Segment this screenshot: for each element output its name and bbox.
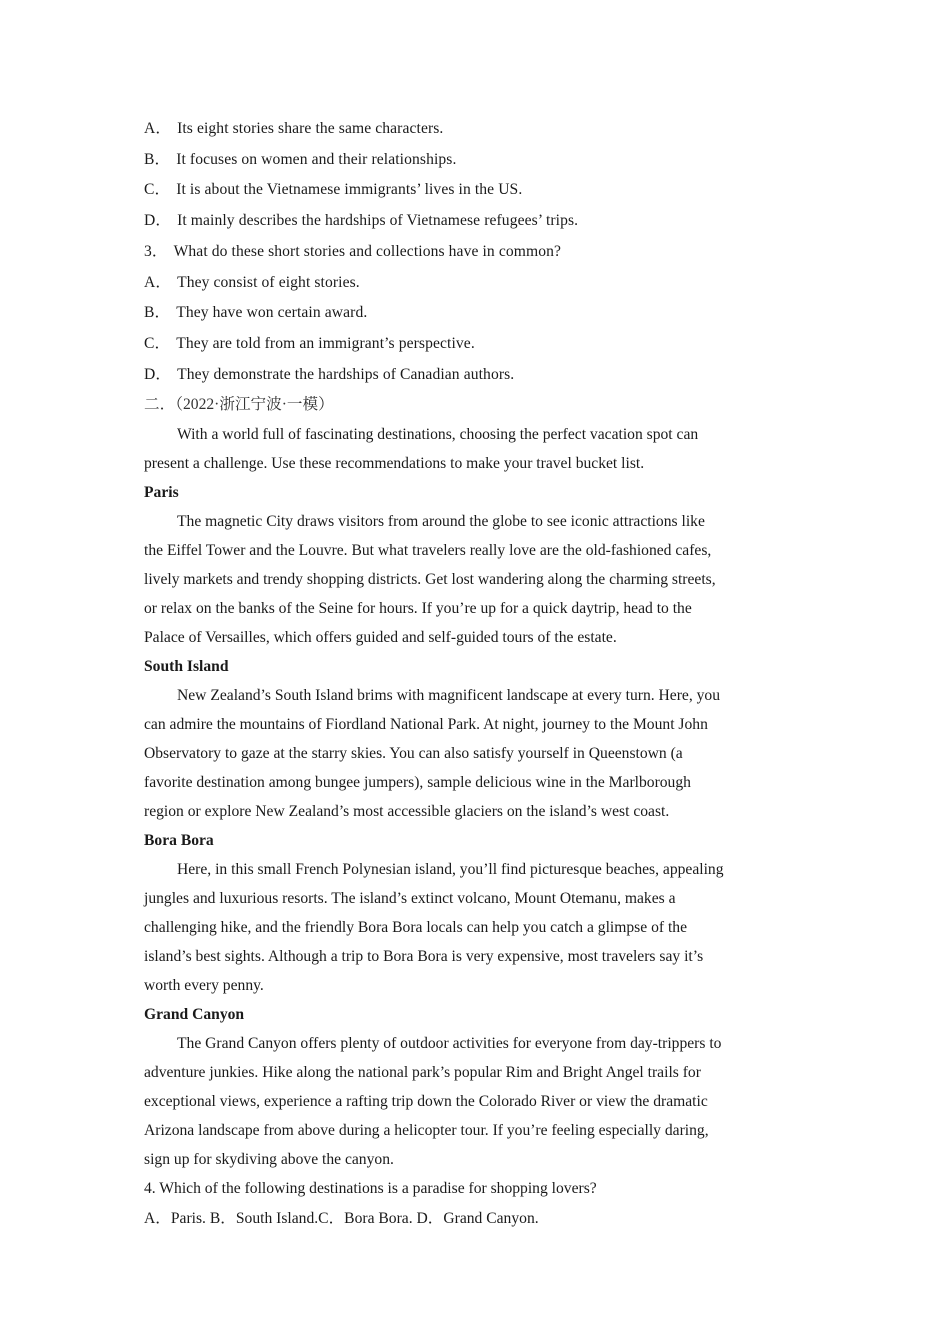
paragraph-line: challenging hike, and the friendly Bora Bora locals can help you catch a glimpse of the: [144, 919, 688, 937]
question-text: What do these short stories and collections have in common?: [173, 242, 562, 260]
paragraph-line: With a world full of fascinating destinations, choosing the perfect vacation spot can: [177, 426, 699, 444]
option-label: D．: [144, 365, 172, 383]
paragraph-south-island: [144, 681, 809, 826]
option-text: It is about the Vietnamese immigrants’ lives in the US.: [176, 181, 523, 199]
option-label: C．: [144, 181, 171, 199]
paragraph-line: island’s best sights. Although a trip to Bora Bora is very expensive, most travelers say it’s: [144, 948, 704, 966]
paragraph-line: The Grand Canyon offers plenty of outdoor activities for everyone from day-trippers to: [177, 1035, 722, 1053]
q3-option-a: [144, 268, 809, 299]
paragraph-line: New Zealand’s South Island brims with magnificent landscape at every turn. Here, you: [177, 687, 721, 705]
paragraph-line: favorite destination among bungee jumpers), sample delicious wine in the Marlborough: [144, 774, 691, 792]
paragraph-line: present a challenge. Use these recommendations to make your travel bucket list.: [144, 455, 645, 473]
q3-question: [144, 237, 809, 268]
option-text: It focuses on women and their relationships.: [176, 150, 457, 168]
option-label: B．: [144, 304, 171, 322]
option-text: It mainly describes the hardships of Vietnamese refugees’ trips.: [177, 212, 579, 230]
q4-question: 4. Which of the following destinations is a paradise for shopping lovers?: [144, 1180, 597, 1198]
q3-option-d: [144, 360, 809, 391]
q3-option-c: [144, 329, 809, 360]
q4-option-d-text: Grand Canyon.: [443, 1210, 539, 1228]
q2-option-c: [144, 175, 809, 206]
question-3: [144, 237, 809, 391]
document-page: [144, 114, 809, 1235]
heading-paris: Paris: [144, 484, 179, 502]
heading-south-island: South Island: [144, 658, 229, 676]
q4-option-b-text: South Island.: [235, 1210, 319, 1228]
question-number: 3．: [144, 242, 168, 260]
q4-option-c-label: C．: [318, 1210, 345, 1228]
paragraph-line: lively markets and trendy shopping districts. Get lost wandering along the charming streets,: [144, 571, 716, 589]
paragraph-line: jungles and luxurious resorts. The island’s extinct volcano, Mount Otemanu, makes a: [144, 890, 676, 908]
paragraph-line: Observatory to gaze at the starry skies. You can also satisfy yourself in Queenstown (a: [144, 745, 683, 763]
paragraph-line: adventure junkies. Hike along the national park’s popular Rim and Bright Angel trails for: [144, 1064, 701, 1082]
q4-option-a-text: Paris.: [170, 1210, 206, 1228]
paragraph-paris: [144, 507, 809, 652]
option-text: Its eight stories share the same characters.: [177, 120, 444, 137]
intro-paragraph: [144, 420, 809, 478]
option-text: They have won certain award.: [176, 304, 368, 322]
paragraph-line: exceptional views, experience a rafting trip down the Colorado River or view the dramatic: [144, 1093, 708, 1111]
heading-grand-canyon: Grand Canyon: [144, 1006, 245, 1024]
heading-bora-bora: Bora Bora: [144, 832, 214, 850]
paragraph-line: the Eiffel Tower and the Louvre. But what travelers really love are the old-fashioned cafes,: [144, 542, 712, 560]
q4-option-c-text: Bora Bora.: [344, 1210, 413, 1228]
q4-option-b-label: B．: [209, 1210, 236, 1228]
q4-option-d-label: D．: [416, 1210, 444, 1228]
paragraph-line: worth every penny.: [144, 977, 264, 995]
q2-option-a: [144, 114, 809, 145]
paragraph-grand-canyon: [144, 1029, 809, 1174]
paragraph-line: Palace of Versailles, which offers guided and self-guided tours of the estate.: [144, 629, 617, 647]
paragraph-line: region or explore New Zealand’s most accessible glaciers on the island’s west coast.: [144, 803, 670, 821]
q3-option-b: [144, 298, 809, 329]
option-label: B．: [144, 150, 171, 168]
option-text: They demonstrate the hardships of Canadian authors.: [177, 365, 515, 383]
option-label: D．: [144, 212, 172, 230]
q2-option-b: [144, 145, 809, 176]
option-label: C．: [144, 334, 171, 352]
q4-options: [144, 1203, 809, 1235]
paragraph-line: sign up for skydiving above the canyon.: [144, 1151, 394, 1169]
paragraph-line: Here, in this small French Polynesian island, you’ll find picturesque beaches, appealing: [177, 861, 724, 879]
paragraph-line: or relax on the banks of the Seine for hours. If you’re up for a quick daytrip, head to the: [144, 600, 692, 618]
paragraph-line: Arizona landscape from above during a helicopter tour. If you’re feeling especially daring,: [144, 1122, 709, 1140]
paragraph-line: The magnetic City draws visitors from around the globe to see iconic attractions like: [177, 513, 705, 531]
option-text: They are told from an immigrant’s perspective.: [176, 334, 475, 352]
option-text: They consist of eight stories.: [177, 273, 360, 291]
paragraph-bora-bora: [144, 855, 809, 1000]
paragraph-line: can admire the mountains of Fiordland National Park. At night, journey to the Mount John: [144, 716, 708, 734]
option-label: A．: [144, 273, 172, 291]
section-2-header: 二．（2022·浙江宁波·一模）: [144, 396, 334, 414]
q2-option-d: [144, 206, 809, 237]
q2-options: [144, 114, 809, 237]
q4-option-a-label: A．: [144, 1210, 171, 1228]
option-label: A．: [144, 120, 172, 137]
